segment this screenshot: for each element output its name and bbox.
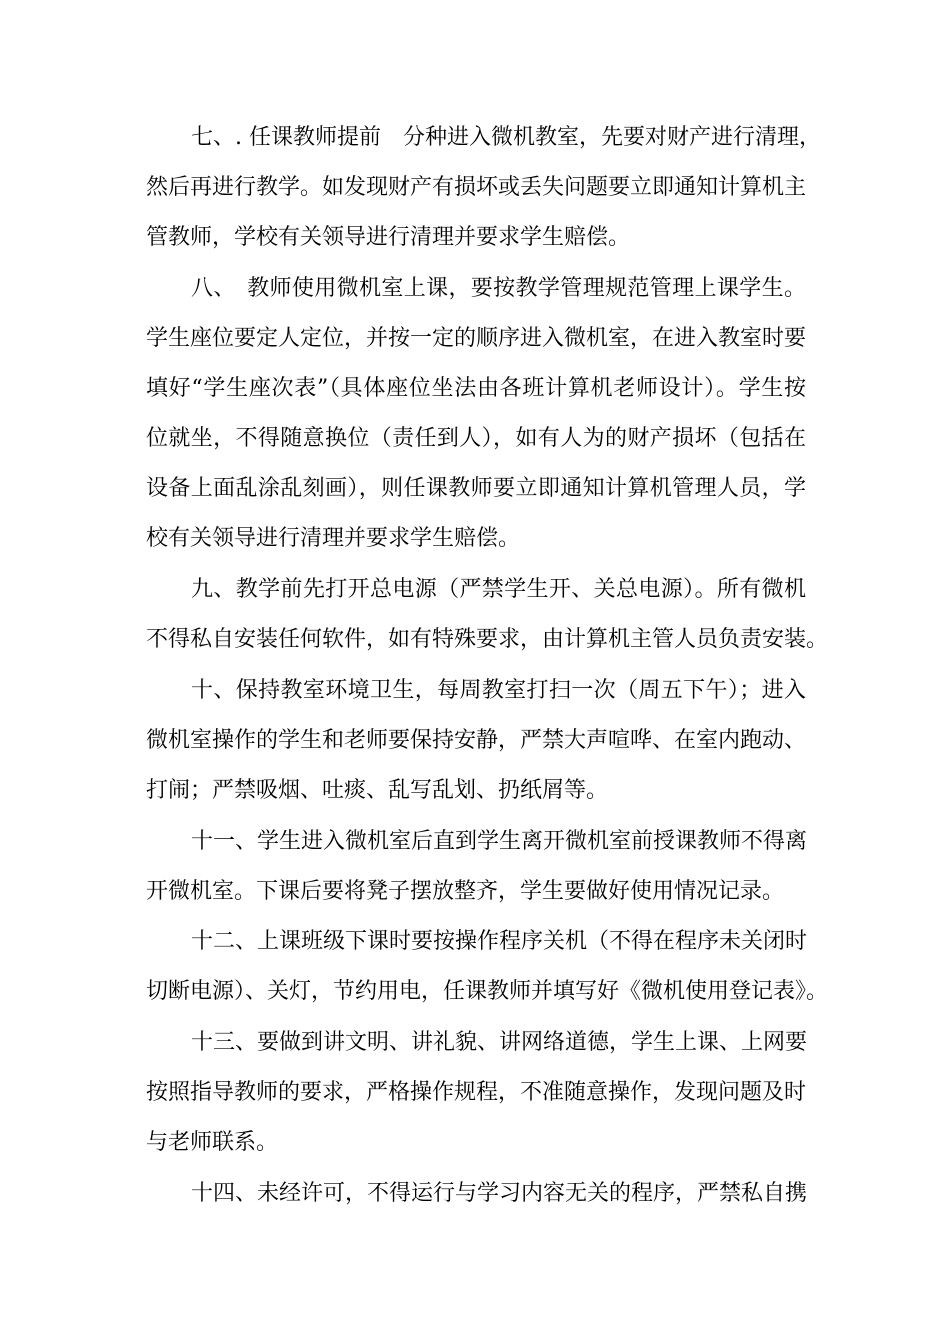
paragraph-line: 切断电源）、关灯，节约用电，任课教师并填写好《微机使用登记表》。 bbox=[146, 979, 829, 1004]
paragraph-line: 校有关领导进行清理并要求学生赔偿。 bbox=[146, 526, 521, 551]
paragraph-line: 八、 教师使用微机室上课，要按教学管理规范管理上课学生。 bbox=[191, 276, 806, 301]
paragraph-line: 与老师联系。 bbox=[146, 1130, 279, 1155]
paragraph-line: 十、保持教室环境卫生，每周教室打扫一次（周五下午）；进入 bbox=[191, 678, 806, 703]
paragraph-line: 九、教学前先打开总电源（严禁学生开、关总电源）。所有微机 bbox=[191, 577, 806, 602]
paragraph-line: 管教师，学校有关领导进行清理并要求学生赔偿。 bbox=[146, 225, 631, 250]
paragraph-line: 十二、上课班级下课时要按操作程序关机（不得在程序未关闭时 bbox=[191, 929, 808, 954]
paragraph-line: 打闹；严禁吸烟、吐痰、乱写乱划、扔纸屑等。 bbox=[146, 778, 609, 803]
paragraph-line: 设备上面乱涂乱刻画），则任课教师要立即通知计算机管理人员，学 bbox=[146, 476, 806, 501]
paragraph-line: 十三、要做到讲文明、讲礼貌、讲网络道德，学生上课、上网要 bbox=[191, 1030, 808, 1055]
paragraph-line: 然后再进行教学。如发现财产有损坏或丢失问题要立即通知计算机主 bbox=[146, 175, 807, 200]
paragraph-line: 十四、未经许可，不得运行与学习内容无关的程序，严禁私自携 bbox=[191, 1181, 808, 1206]
paragraph-line: 不得私自安装任何软件，如有特殊要求，由计算机主管人员负责安装。 bbox=[146, 627, 829, 652]
paragraph-line: 学生座位要定人定位，并按一定的顺序进入微机室，在进入教室时要 bbox=[146, 326, 807, 351]
paragraph-line: 填好“学生座次表”（具体座位坐法由各班计算机老师设计）。学生按 bbox=[146, 376, 806, 401]
paragraph-line: 微机室操作的学生和老师要保持安静，严禁大声喧哗、在室内跑动、 bbox=[146, 728, 807, 753]
paragraph-line: 七、. 任课教师提前 分种进入微机教室，先要对财产进行清理， bbox=[191, 125, 821, 150]
paragraph-line: 开微机室。下课后要将凳子摆放整齐，学生要做好使用情况记录。 bbox=[146, 879, 785, 904]
paragraph-line: 十一、学生进入微机室后直到学生离开微机室前授课教师不得离 bbox=[191, 829, 808, 854]
paragraph-line: 按照指导教师的要求，严格操作规程，不准随意操作，发现问题及时 bbox=[146, 1080, 807, 1105]
paragraph-line: 位就坐，不得随意换位（责任到人），如有人为的财产损坏（包括在 bbox=[146, 426, 806, 451]
